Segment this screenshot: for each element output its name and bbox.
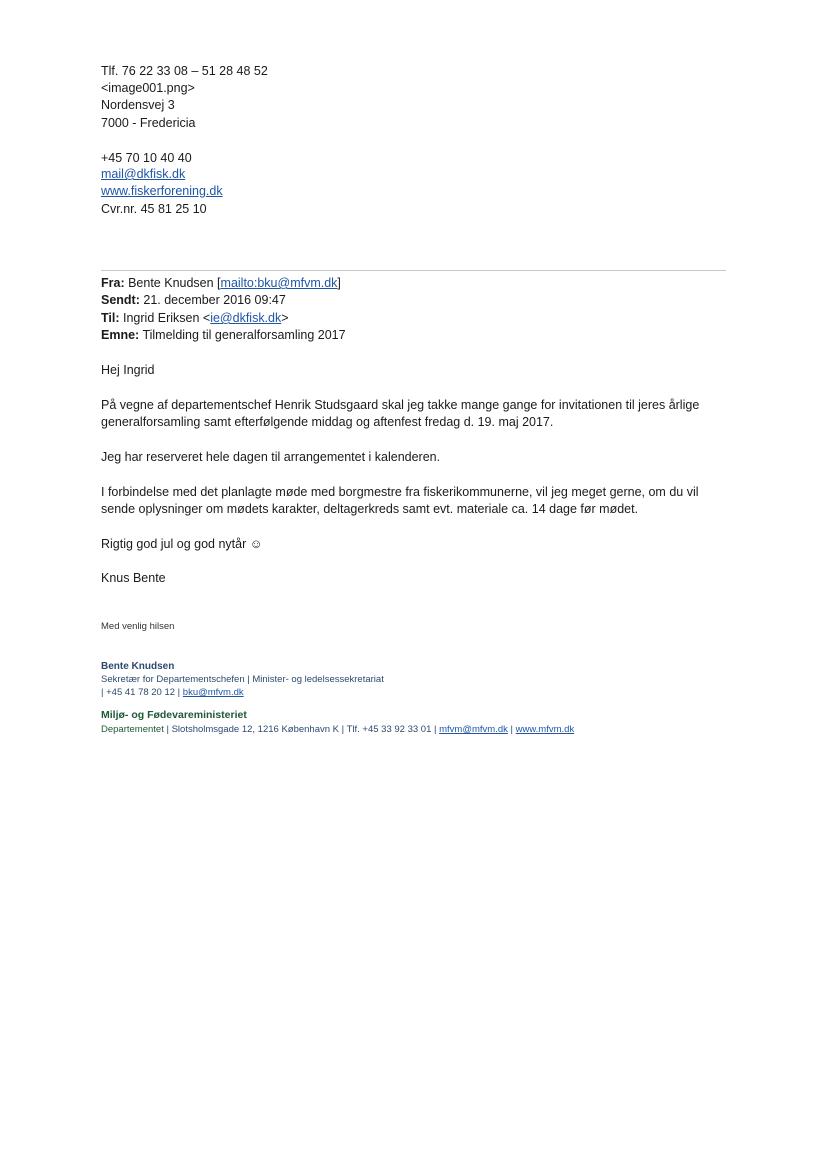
subject-value: Tilmelding til generalforsamling 2017 [139, 328, 346, 342]
sent-label: Sendt: [101, 293, 140, 307]
signature-title: Sekretær for Departementschefen | Minister- og ledelsessekretariat [101, 674, 384, 685]
paragraph-3-line-2: sende oplysninger om mødets karakter, deltagerkreds samt evt. materiale ca. 14 dage før mødet. [101, 502, 639, 516]
sent-line [101, 292, 286, 309]
from-line [101, 275, 341, 292]
paragraph-4: Rigtig god jul og god nytår ☺ [101, 537, 263, 551]
ministry-web-link[interactable]: www.mfvm.dk [515, 724, 575, 735]
signature-phone: | +45 41 78 20 12 | [101, 687, 183, 698]
from-label: Fra: [101, 276, 125, 290]
department: Departementet [101, 724, 164, 735]
paragraph-1-line-2: generalforsamling samt efterfølgende middag og aftenfest fredag d. 19. maj 2017. [101, 415, 554, 429]
to-line [101, 310, 289, 327]
ministry-name: Miljø- og Fødevareministeriet [101, 709, 247, 721]
paragraph-1-line-1: På vegne af departementschef Henrik Studsgaard skal jeg takke mange gange for invitationen til jeres årlige [101, 398, 700, 412]
from-mailto-link[interactable]: mailto:bku@mfvm.dk [220, 276, 338, 290]
sent-value: 21. december 2016 09:47 [139, 293, 286, 307]
to-name: Ingrid Eriksen < [119, 311, 211, 325]
phone-numbers: Tlf. 76 22 33 08 – 51 28 48 52 [101, 64, 268, 78]
signature-name: Bente Knudsen [101, 661, 175, 672]
signature-email-link[interactable]: bku@mfvm.dk [182, 687, 244, 698]
signature-contact [101, 684, 244, 701]
website-link[interactable]: www.fiskerforening.dk [101, 184, 223, 198]
main-phone: +45 70 10 40 40 [101, 151, 192, 165]
ministry-address-line [101, 721, 574, 738]
paragraph-3-line-1: I forbindelse med det planlagte møde med borgmestre fra fiskerikommunerne, vil jeg meget gerne, om du vil [101, 485, 699, 499]
ministry-email-link[interactable]: mfvm@mfvm.dk [439, 724, 508, 735]
divider [101, 270, 726, 271]
separator: | [507, 724, 516, 735]
subject-label: Emne: [101, 328, 140, 342]
city-address: 7000 - Fredericia [101, 116, 196, 130]
cvr-number: Cvr.nr. 45 81 25 10 [101, 202, 207, 216]
to-label: Til: [101, 311, 120, 325]
email-link[interactable]: mail@dkfisk.dk [101, 167, 186, 181]
to-close: > [281, 311, 289, 325]
ministry-address: | Slotsholmsgade 12, 1216 København K | Tlf. +45 33 92 33 01 | [163, 724, 440, 735]
regards: Med venlig hilsen [101, 621, 175, 632]
closing: Knus Bente [101, 571, 166, 585]
from-name: Bente Knudsen [ [124, 276, 221, 290]
greeting: Hej Ingrid [101, 363, 155, 377]
image-reference: <image001.png> [101, 81, 195, 95]
from-close: ] [337, 276, 341, 290]
to-email-link[interactable]: ie@dkfisk.dk [210, 311, 282, 325]
subject-line [101, 327, 346, 344]
paragraph-2: Jeg har reserveret hele dagen til arrangementet i kalenderen. [101, 450, 441, 464]
street-address: Nordensvej 3 [101, 98, 175, 112]
